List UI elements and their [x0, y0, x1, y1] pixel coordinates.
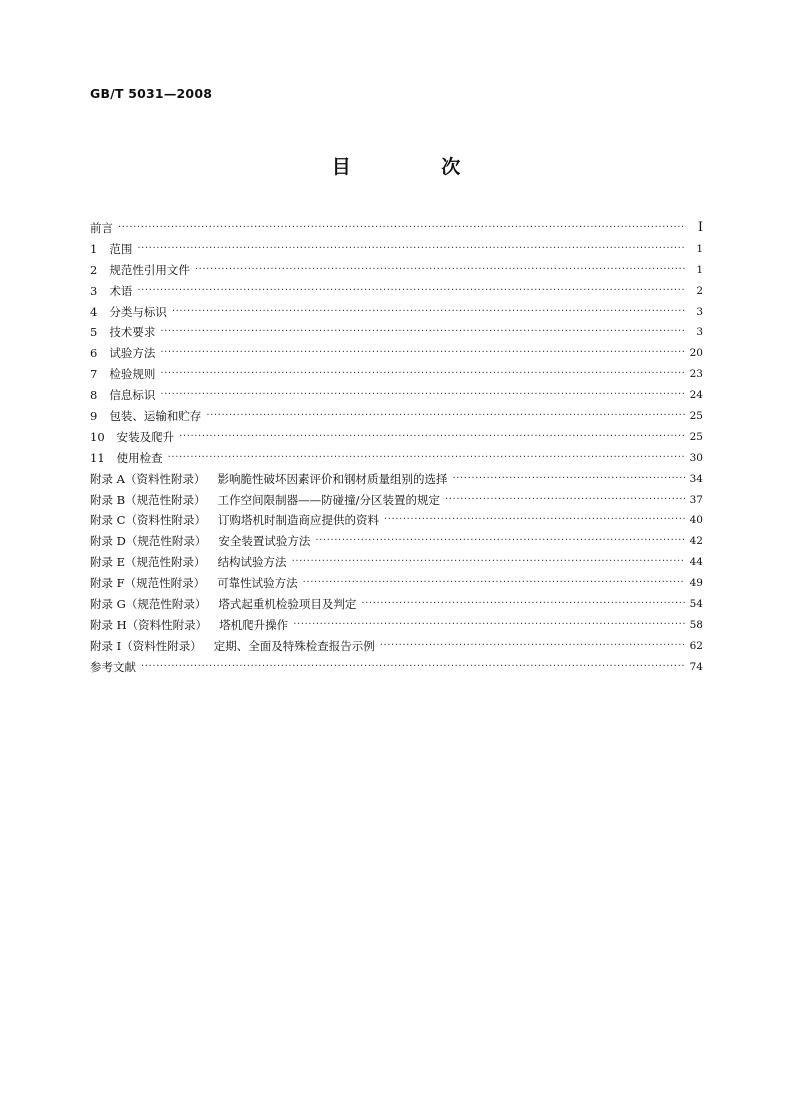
toc-entry-title: 术语 — [109, 283, 133, 298]
toc-entry[interactable] — [90, 385, 703, 406]
leader-dots — [380, 636, 685, 657]
toc-entry-title: 使用检查 — [116, 450, 163, 465]
toc-entry-title: 技术要求 — [109, 325, 156, 340]
standard-code: GB/T 5031—2008 — [90, 86, 213, 101]
toc-entry-number: 9 — [90, 409, 98, 424]
leader-dots — [452, 469, 684, 490]
toc-entry-title: 安全装置试验方法 — [218, 534, 311, 549]
toc-entry-title: 影响脆性破坏因素评价和钢材质量组别的选择 — [217, 471, 448, 486]
toc-entry-page: 42 — [689, 535, 703, 548]
toc-entry-page: 40 — [689, 514, 703, 527]
toc-entry-label — [90, 448, 163, 469]
toc-entry[interactable] — [90, 657, 703, 678]
toc-entry-number: 2 — [90, 262, 98, 277]
toc-entry-number: 11 — [90, 450, 105, 465]
toc-entry-page: 23 — [689, 368, 703, 381]
toc-entry-page: Ⅰ — [697, 220, 703, 235]
leader-dots — [160, 343, 684, 364]
toc-entry-title: 包装、运输和贮存 — [109, 409, 202, 424]
toc-entry-number: 附录 G（规范性附录） — [90, 597, 207, 612]
toc-entry-page: 62 — [689, 639, 703, 652]
toc-entry-number: 1 — [90, 241, 98, 256]
toc-entry-number: 5 — [90, 325, 98, 340]
toc-entry-label — [90, 322, 155, 343]
toc-entry-label — [90, 427, 174, 448]
toc-entry-title: 信息标识 — [109, 388, 156, 403]
toc-entry-label — [90, 531, 310, 552]
toc-entry-page: 3 — [696, 326, 703, 339]
toc-entry[interactable] — [90, 218, 703, 239]
toc-entry-title: 可靠性试验方法 — [217, 576, 298, 591]
toc-entry-title: 安装及爬升 — [116, 429, 175, 444]
toc-entry-page: 3 — [696, 305, 703, 318]
toc-entry-number: 6 — [90, 346, 98, 361]
toc-entry[interactable] — [90, 364, 703, 385]
toc-entry[interactable] — [90, 510, 703, 531]
toc-entry-number: 4 — [90, 304, 98, 319]
toc-entry[interactable] — [90, 490, 703, 511]
toc-entry-label — [90, 406, 201, 427]
toc-entry-label — [90, 615, 288, 636]
toc-entry-page: 34 — [689, 472, 703, 485]
toc-entry-page: 58 — [689, 618, 703, 631]
leader-dots — [118, 218, 686, 239]
toc-entry-label — [90, 364, 155, 385]
toc-entry-number: 附录 A（资料性附录） — [90, 471, 206, 486]
toc-entry-page: 1 — [696, 263, 703, 276]
toc-entry-label — [90, 260, 190, 281]
toc-entry-title: 塔式起重机检验项目及判定 — [218, 597, 357, 612]
toc-entry[interactable] — [90, 448, 703, 469]
toc-entry-page: 25 — [689, 430, 703, 443]
toc-entry[interactable] — [90, 260, 703, 281]
leader-dots — [160, 322, 686, 343]
toc-entry-title: 结构试验方法 — [217, 555, 287, 570]
leader-dots — [361, 594, 684, 615]
toc-entry-page: 44 — [689, 556, 703, 569]
toc-entry-title: 定期、全面及特殊检查报告示例 — [213, 638, 375, 653]
leader-dots — [179, 427, 684, 448]
toc-entry-label — [90, 636, 375, 657]
leader-dots — [141, 657, 685, 678]
leader-dots — [293, 615, 684, 636]
toc-entry[interactable] — [90, 636, 703, 657]
toc-entry-number: 8 — [90, 388, 98, 403]
toc-entry-label — [90, 552, 287, 573]
toc-entry-number: 附录 D（规范性附录） — [90, 534, 207, 549]
leader-dots — [303, 573, 685, 594]
toc-entry-page: 20 — [689, 347, 703, 360]
toc-entry-label — [90, 385, 155, 406]
toc-entry[interactable] — [90, 469, 703, 490]
toc-entry-title: 塔机爬升操作 — [219, 617, 289, 632]
toc-entry-number: 7 — [90, 367, 98, 382]
toc-entry[interactable] — [90, 615, 703, 636]
toc-entry-number: 附录 E（规范性附录） — [90, 555, 206, 570]
toc-entry-label — [90, 302, 167, 323]
leader-dots — [292, 552, 685, 573]
toc-entry-number: 附录 H（资料性附录） — [90, 617, 208, 632]
toc-entry-number: 附录 B（规范性附录） — [90, 492, 206, 507]
leader-dots — [195, 260, 686, 281]
toc-entry[interactable] — [90, 573, 703, 594]
toc-entry-label — [90, 218, 113, 239]
leader-dots — [168, 448, 685, 469]
toc-entry-title: 工作空间限制器——防碰撞/分区装置的规定 — [217, 492, 440, 507]
toc-entry-title: 检验规则 — [109, 367, 156, 382]
leader-dots — [137, 281, 686, 302]
toc-entry[interactable] — [90, 406, 703, 427]
toc-entry[interactable] — [90, 322, 703, 343]
toc-entry-page: 49 — [689, 577, 703, 590]
toc-entry-label — [90, 469, 447, 490]
toc-entry[interactable] — [90, 531, 703, 552]
toc-entry-number: 10 — [90, 429, 105, 444]
toc-entry-label — [90, 573, 298, 594]
toc-entry-number: 附录 F（规范性附录） — [90, 576, 206, 591]
toc-entry[interactable] — [90, 239, 703, 260]
table-of-contents — [90, 218, 703, 678]
leader-dots — [137, 239, 686, 260]
leader-dots — [206, 406, 684, 427]
toc-entry-title: 分类与标识 — [109, 304, 167, 319]
toc-entry-page: 2 — [696, 284, 703, 297]
toc-entry-title: 订购塔机时制造商应提供的资料 — [217, 513, 379, 528]
toc-entry-number: 附录 I（资料性附录） — [90, 638, 202, 653]
toc-entry-page: 24 — [689, 389, 703, 402]
page-title: 目 次 — [331, 156, 503, 178]
toc-entry[interactable] — [90, 343, 703, 364]
toc-entry-label — [90, 239, 132, 260]
toc-entry-title: 规范性引用文件 — [109, 262, 190, 277]
toc-entry[interactable] — [90, 302, 703, 323]
toc-entry[interactable] — [90, 552, 703, 573]
toc-entry-label — [90, 594, 356, 615]
toc-entry[interactable] — [90, 281, 703, 302]
toc-entry-page: 30 — [689, 451, 703, 464]
toc-entry-title: 试验方法 — [109, 346, 156, 361]
toc-entry-number: 3 — [90, 283, 98, 298]
toc-entry[interactable] — [90, 427, 703, 448]
leader-dots — [160, 385, 684, 406]
leader-dots — [315, 531, 684, 552]
leader-dots — [384, 510, 685, 531]
leader-dots — [160, 364, 684, 385]
toc-entry-page: 54 — [689, 598, 703, 611]
toc-entry-number: 附录 C（资料性附录） — [90, 513, 206, 528]
toc-entry[interactable] — [90, 594, 703, 615]
leader-dots — [172, 302, 686, 323]
toc-entry-title: 参考文献 — [90, 659, 136, 674]
toc-entry-title: 范围 — [109, 241, 133, 256]
toc-entry-label — [90, 490, 440, 511]
toc-entry-label — [90, 343, 155, 364]
toc-entry-title: 前言 — [90, 221, 113, 235]
toc-entry-page: 1 — [696, 242, 703, 255]
leader-dots — [445, 490, 685, 511]
toc-entry-page: 25 — [689, 410, 703, 423]
toc-entry-page: 37 — [689, 493, 703, 506]
toc-entry-label — [90, 657, 136, 678]
toc-entry-label — [90, 510, 379, 531]
toc-entry-page: 74 — [689, 660, 703, 673]
toc-entry-label — [90, 281, 132, 302]
